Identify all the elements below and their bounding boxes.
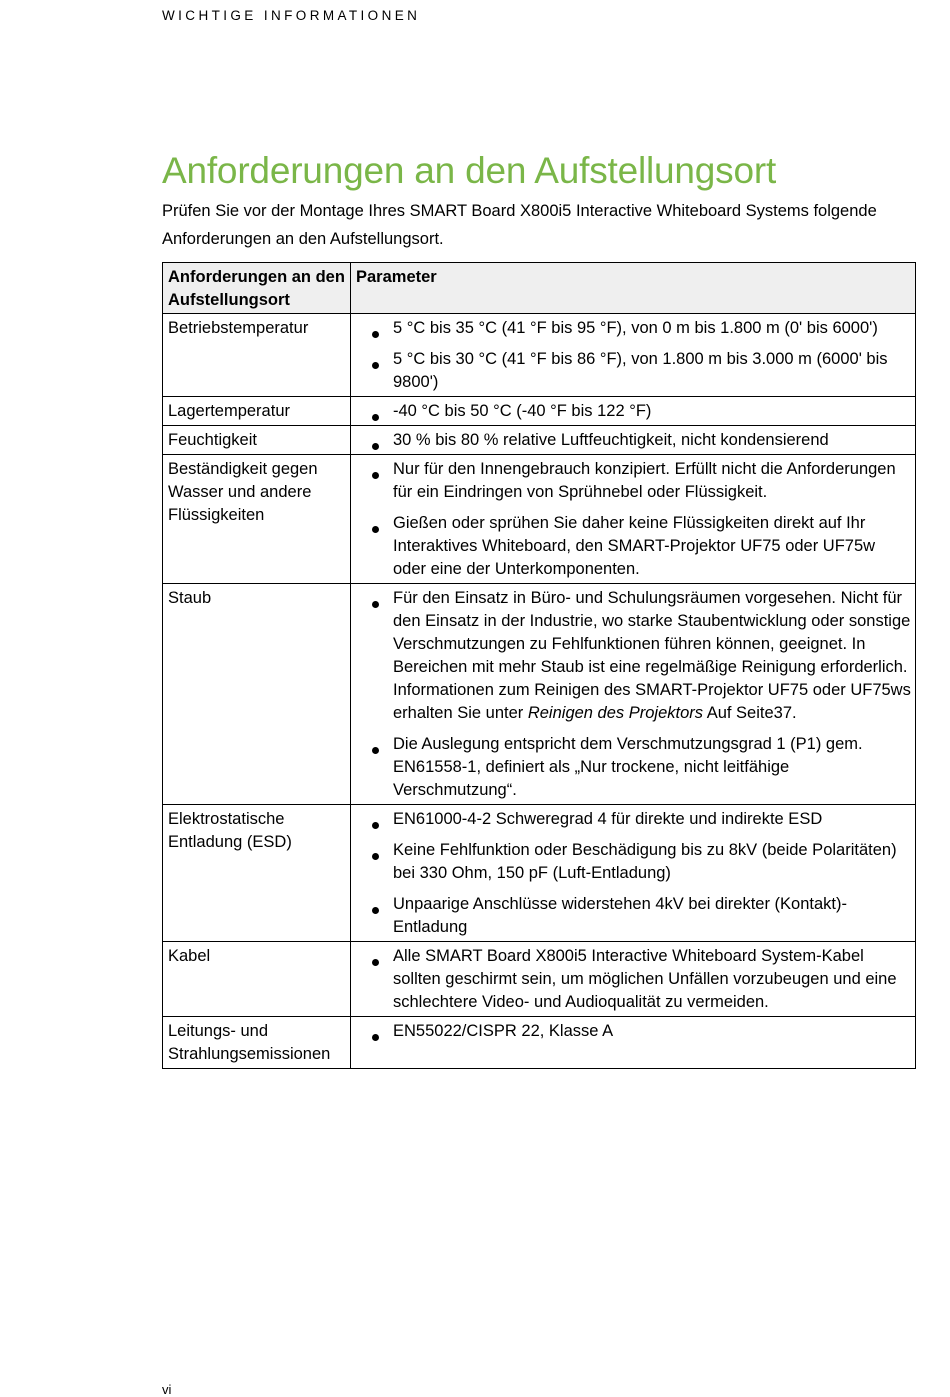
requirement-label: Betriebstemperatur: [163, 314, 351, 397]
parameter-item: Gießen oder sprühen Sie daher keine Flüssigkeiten direkt auf Ihr Interaktives Whiteboard, den SMART-Projektor UF75 oder UF75w oder eine der Unterkomponenten.: [357, 512, 911, 581]
parameter-item: Nur für den Innengebrauch konzipiert. Erfüllt nicht die Anforderungen für ein Eindringen von Sprühnebel oder Flüssigkeit.: [357, 458, 911, 504]
parameter-item: Die Auslegung entspricht dem Verschmutzungsgrad 1 (P1) gem. EN61558-1, definiert als „Nur trockene, nicht leitfähige Verschmutzung“.: [357, 733, 911, 802]
table-row: [163, 426, 916, 455]
running-header: WICHTIGE INFORMATIONEN: [162, 8, 421, 23]
parameter-list: [357, 317, 911, 394]
intro-paragraph: Prüfen Sie vor der Montage Ihres SMART Board X800i5 Interactive Whiteboard Systems folgende Anforderungen an den Aufstellungsort.: [162, 202, 877, 248]
table-row: [163, 397, 916, 426]
parameter-list: [357, 429, 911, 452]
parameter-cell: [351, 584, 916, 805]
parameter-list: [357, 458, 911, 581]
parameter-cell: [351, 805, 916, 942]
table-row: [163, 314, 916, 397]
parameter-item: Keine Fehlfunktion oder Beschädigung bis zu 8kV (beide Polaritäten) bei 330 Ohm, 150 pF (Luft-Entladung): [357, 839, 911, 885]
parameter-item: 30 % bis 80 % relative Luftfeuchtigkeit, nicht kondensierend: [357, 429, 911, 452]
table-row: [163, 455, 916, 584]
page-number: vi: [162, 1382, 172, 1397]
parameter-item: 5 °C bis 35 °C (41 °F bis 95 °F), von 0 m bis 1.800 m (0' bis 6000'): [357, 317, 911, 340]
parameter-list: [357, 400, 911, 423]
table-row: [163, 942, 916, 1017]
table-row: [163, 1017, 916, 1069]
requirement-label: Leitungs- und Strahlungsemissionen: [163, 1017, 351, 1069]
parameter-cell: [351, 1017, 916, 1069]
table-row: [163, 584, 916, 805]
parameter-list: [357, 1020, 911, 1043]
table-row: [163, 805, 916, 942]
parameter-list: [357, 808, 911, 939]
parameter-item: EN55022/CISPR 22, Klasse A: [357, 1020, 911, 1043]
parameter-item: [357, 587, 911, 725]
requirement-label: Feuchtigkeit: [163, 426, 351, 455]
parameter-item: Alle SMART Board X800i5 Interactive Whiteboard System-Kabel sollten geschirmt sein, um möglichen Unfällen vorzubeugen und eine schlechtere Video- und Audioqualität zu vermeiden.: [357, 945, 911, 1014]
requirements-table: [162, 262, 916, 1069]
parameter-item: -40 °C bis 50 °C (-40 °F bis 122 °F): [357, 400, 911, 423]
parameter-cell: [351, 455, 916, 584]
parameter-list: [357, 945, 911, 1014]
parameter-cell: [351, 397, 916, 426]
parameter-cell: [351, 426, 916, 455]
column-header-parameter: Parameter: [351, 263, 916, 314]
table-body: [163, 314, 916, 1069]
parameter-list: [357, 587, 911, 802]
parameter-cell: [351, 942, 916, 1017]
requirement-label: Kabel: [163, 942, 351, 1017]
requirement-label: Lagertemperatur: [163, 397, 351, 426]
column-header-requirement: Anforderungen an den Aufstellungsort: [163, 263, 351, 314]
requirement-label: Staub: [163, 584, 351, 805]
requirement-label: Beständigkeit gegen Wasser und andere Flüssigkeiten: [163, 455, 351, 584]
parameter-cell: [351, 314, 916, 397]
page-reference: Auf Seite37.: [703, 704, 797, 722]
parameter-item: Unpaarige Anschlüsse widerstehen 4kV bei direkter (Kontakt)-Entladung: [357, 893, 911, 939]
table-header-row: [163, 263, 916, 314]
requirement-label: Elektrostatische Entladung (ESD): [163, 805, 351, 942]
parameter-item: EN61000-4-2 Schweregrad 4 für direkte und indirekte ESD: [357, 808, 911, 831]
parameter-text: Für den Einsatz in Büro- und Schulungsräumen vorgesehen. Nicht für den Einsatz in der Industrie, wo starke Staubentwicklung oder sonstige Verschmutzungen zu Fehlfunktionen führen können, geeignet. In Bereichen mit mehr Staub ist eine regelmäßige Reinigung erforderlich. Informationen zum Reinigen des SMART-Projektor UF75 oder UF75ws erhalten Sie unter: [393, 589, 911, 722]
section-title: Anforderungen an den Aufstellungsort: [162, 150, 777, 191]
parameter-item: 5 °C bis 30 °C (41 °F bis 86 °F), von 1.800 m bis 3.000 m (6000' bis 9800'): [357, 348, 911, 394]
cross-reference-link[interactable]: Reinigen des Projektors: [527, 704, 704, 722]
